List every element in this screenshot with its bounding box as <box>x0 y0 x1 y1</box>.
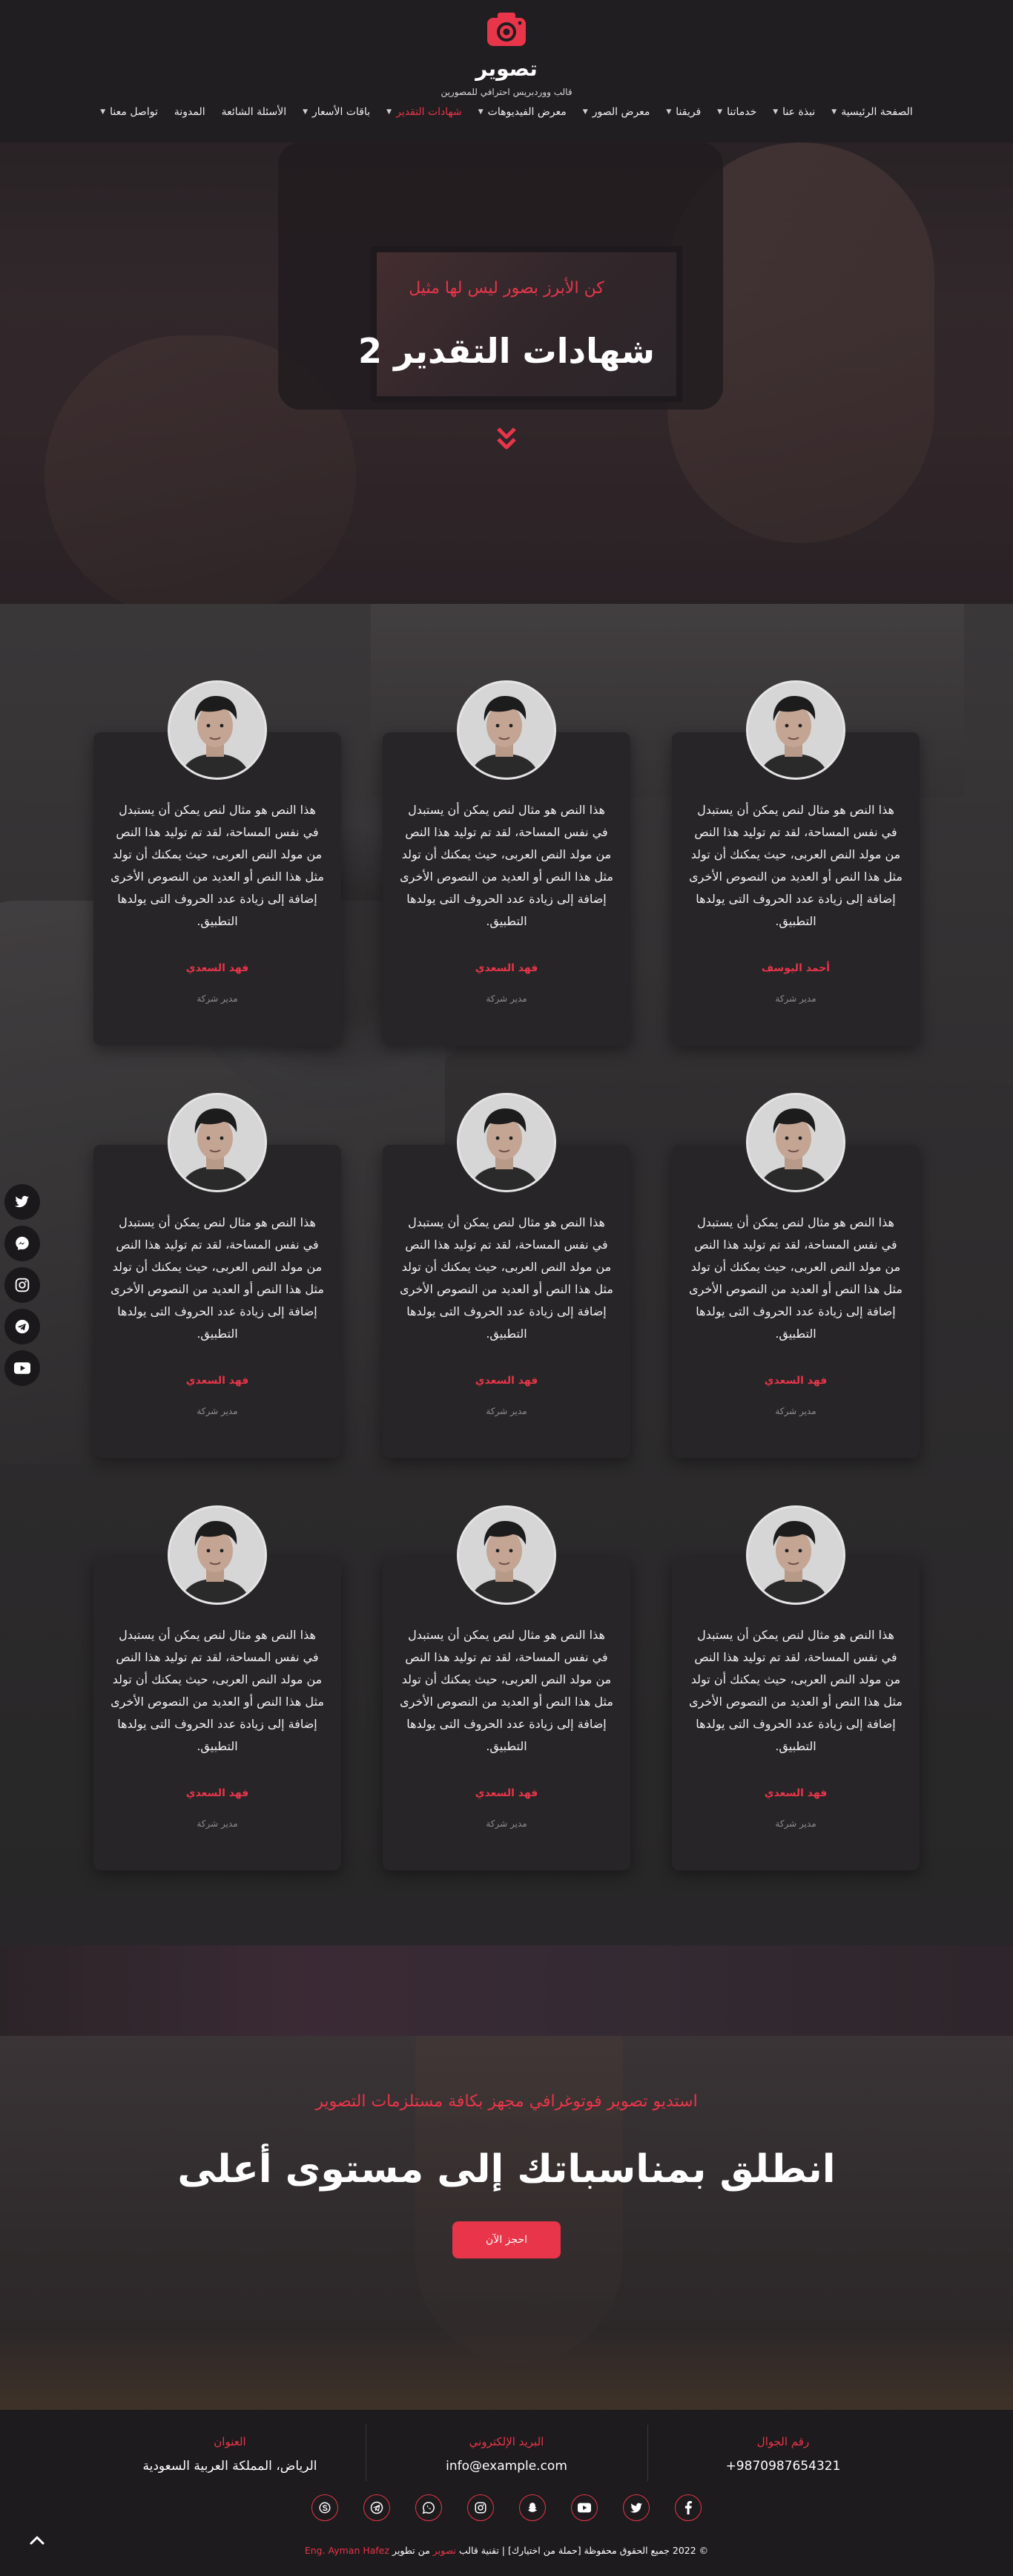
nav-item-label: المدونة <box>174 106 205 118</box>
site-title[interactable]: تصوير <box>475 56 538 81</box>
hero-overlay <box>0 142 1013 604</box>
contact-phone <box>642 2435 924 2474</box>
copyright <box>0 2545 1013 2556</box>
chevron-down-icon: ▼ <box>303 108 308 116</box>
contact-email <box>366 2435 647 2474</box>
copyright-brand-link[interactable]: تصوير <box>432 2545 456 2556</box>
facebook-icon[interactable] <box>675 2494 702 2521</box>
chevron-down-icon: ▼ <box>478 108 484 116</box>
main-nav <box>0 106 1013 118</box>
copyright-author-link[interactable]: Eng. Ayman Hafez <box>304 2545 390 2556</box>
testimonial-role: مدير شركة <box>197 1406 238 1416</box>
cta-section <box>0 2036 1013 2410</box>
nav-item[interactable] <box>583 106 650 118</box>
page-title: شهادات التقدير 2 <box>358 331 655 371</box>
hero-section <box>0 142 1013 604</box>
cta-subtitle: استديو تصوير فوتوغرافي مجهز بكافة مستلزمات التصوير <box>315 2092 698 2111</box>
testimonial-role: مدير شركة <box>486 993 527 1004</box>
testimonial-name: فهد السعدي <box>764 1787 828 1799</box>
contact-address <box>89 2435 371 2474</box>
avatar <box>746 1505 845 1605</box>
avatar <box>746 1093 845 1192</box>
testimonial-name: فهد السعدي <box>185 1375 249 1387</box>
chevron-down-icon: ▼ <box>773 108 779 116</box>
avatar <box>457 680 556 780</box>
instagram-icon[interactable] <box>4 1267 40 1303</box>
testimonial-role: مدير شركة <box>197 1818 238 1829</box>
chevron-down-icon: ▼ <box>100 108 106 116</box>
avatar <box>746 680 845 780</box>
testimonial-role: مدير شركة <box>486 1818 527 1829</box>
nav-item[interactable] <box>666 106 701 118</box>
chevron-down-icon: ▼ <box>666 108 672 116</box>
nav-item-label: معرض الفيديوهات <box>487 106 567 118</box>
testimonial-name: فهد السعدي <box>475 1375 538 1387</box>
site-footer <box>0 2410 1013 2576</box>
nav-item-label: نبذة عنا <box>782 106 816 118</box>
testimonial-name: فهد السعدي <box>764 1375 828 1387</box>
testimonial-name: فهد السعدي <box>185 962 249 974</box>
testimonial-text: هذا النص هو مثال لنص يمكن أن يستبدل في نفس المساحة، لقد تم توليد هذا النص من مولد النص العربى، حيث يمكنك أن تولد مثل هذا النص أو العديد من النصوص الأخرى إضافة إلى زيادة عدد الحروف التى يولدها التطبيق. <box>689 1215 903 1341</box>
testimonial-text: هذا النص هو مثال لنص يمكن أن يستبدل في نفس المساحة، لقد تم توليد هذا النص من مولد النص العربى، حيث يمكنك أن تولد مثل هذا النص أو العديد من النصوص الأخرى إضافة إلى زيادة عدد الحروف التى يولدها التطبيق. <box>689 803 903 928</box>
testimonial-role: مدير شركة <box>197 993 238 1004</box>
site-tagline: قالب ووردبريس احترافي للمصورين <box>440 87 573 97</box>
chevron-down-icon: ▼ <box>582 108 588 116</box>
nav-item[interactable] <box>386 106 462 118</box>
testimonials-section <box>0 604 1013 1945</box>
chevron-down-icon: ▼ <box>386 108 392 116</box>
double-chevron-down-icon[interactable] <box>495 426 518 453</box>
address-label: العنوان <box>214 2435 246 2448</box>
testimonial-name: فهد السعدي <box>185 1787 249 1799</box>
nav-item[interactable] <box>100 106 158 118</box>
avatar <box>457 1505 556 1605</box>
book-now-button[interactable]: احجز الآن <box>452 2221 561 2258</box>
nav-item[interactable] <box>303 106 370 118</box>
nav-item-label: الأسئلة الشائعة <box>221 106 287 118</box>
phone-value[interactable]: +9870987654321 <box>725 2459 841 2474</box>
hero-subtitle: كن الأبرز بصور ليس لها مثيل <box>409 279 604 298</box>
social-sidebar <box>0 1184 40 1392</box>
camera-icon <box>486 10 527 47</box>
avatar <box>457 1093 556 1192</box>
telegram-icon[interactable] <box>363 2494 390 2521</box>
copyright-from: من تطوير <box>392 2545 430 2556</box>
youtube-icon[interactable] <box>4 1350 40 1386</box>
cta-title: انطلق بمناسباتك إلى مستوى أعلى <box>177 2147 836 2192</box>
nav-item-label: باقات الأسعار <box>312 106 371 118</box>
nav-item-label: الصفحة الرئيسية <box>841 106 913 118</box>
twitter-icon[interactable] <box>623 2494 650 2521</box>
testimonial-name: فهد السعدي <box>475 1787 538 1799</box>
instagram-icon[interactable] <box>467 2494 494 2521</box>
nav-item[interactable] <box>773 106 815 118</box>
avatar <box>168 680 267 780</box>
copyright-text: © 2022 جميع الحقوق محفوظة [حملة من اختيارك] | تقنية قالب <box>458 2545 709 2556</box>
footer-social <box>0 2494 1013 2521</box>
avatar <box>168 1505 267 1605</box>
cta-background-image <box>415 2036 623 2362</box>
testimonial-role: مدير شركة <box>486 1406 527 1416</box>
testimonial-text: هذا النص هو مثال لنص يمكن أن يستبدل في نفس المساحة، لقد تم توليد هذا النص من مولد النص العربى، حيث يمكنك أن تولد مثل هذا النص أو العديد من النصوص الأخرى إضافة إلى زيادة عدد الحروف التى يولدها التطبيق. <box>110 803 324 928</box>
avatar <box>168 1093 267 1192</box>
testimonial-text: هذا النص هو مثال لنص يمكن أن يستبدل في نفس المساحة، لقد تم توليد هذا النص من مولد النص العربى، حيث يمكنك أن تولد مثل هذا النص أو العديد من النصوص الأخرى إضافة إلى زيادة عدد الحروف التى يولدها التطبيق. <box>400 803 613 928</box>
testimonial-role: مدير شركة <box>775 993 816 1004</box>
testimonial-text: هذا النص هو مثال لنص يمكن أن يستبدل في نفس المساحة، لقد تم توليد هذا النص من مولد النص العربى، حيث يمكنك أن تولد مثل هذا النص أو العديد من النصوص الأخرى إضافة إلى زيادة عدد الحروف التى يولدها التطبيق. <box>400 1215 613 1341</box>
testimonial-role: مدير شركة <box>775 1818 816 1829</box>
chevron-up-icon[interactable] <box>25 2529 49 2552</box>
logo[interactable] <box>0 10 1013 97</box>
site-header <box>0 0 1013 142</box>
email-value[interactable]: info@example.com <box>446 2459 567 2474</box>
nav-item[interactable] <box>222 106 287 118</box>
testimonial-name: أحمد اليوسف <box>761 962 831 974</box>
twitter-icon[interactable] <box>4 1184 40 1220</box>
testimonial-name: فهد السعدي <box>475 962 538 974</box>
chevron-down-icon: ▼ <box>717 108 723 116</box>
nav-item-label: تواصل معنا <box>110 106 158 118</box>
footer-divider <box>647 2425 648 2481</box>
decorative-strip <box>0 1945 1013 2036</box>
address-value: الرياض، المملكة العربية السعودية <box>142 2459 317 2474</box>
skype-icon[interactable] <box>311 2494 338 2521</box>
testimonial-role: مدير شركة <box>775 1406 816 1416</box>
nav-item[interactable] <box>174 106 205 118</box>
messenger-icon[interactable] <box>4 1226 40 1261</box>
cta-background-ground <box>0 2328 1013 2410</box>
testimonial-text: هذا النص هو مثال لنص يمكن أن يستبدل في نفس المساحة، لقد تم توليد هذا النص من مولد النص العربى، حيث يمكنك أن تولد مثل هذا النص أو العديد من النصوص الأخرى إضافة إلى زيادة عدد الحروف التى يولدها التطبيق. <box>689 1628 903 1753</box>
phone-label: رقم الجوال <box>756 2435 810 2448</box>
nav-item-label: خدماتنا <box>727 106 757 118</box>
nav-item-label: فريقنا <box>676 106 702 118</box>
whatsapp-icon[interactable] <box>415 2494 442 2521</box>
nav-item[interactable] <box>717 106 756 118</box>
testimonial-text: هذا النص هو مثال لنص يمكن أن يستبدل في نفس المساحة، لقد تم توليد هذا النص من مولد النص العربى، حيث يمكنك أن تولد مثل هذا النص أو العديد من النصوص الأخرى إضافة إلى زيادة عدد الحروف التى يولدها التطبيق. <box>400 1628 613 1753</box>
email-label: البريد الإلكتروني <box>469 2435 544 2448</box>
testimonial-text: هذا النص هو مثال لنص يمكن أن يستبدل في نفس المساحة، لقد تم توليد هذا النص من مولد النص العربى، حيث يمكنك أن تولد مثل هذا النص أو العديد من النصوص الأخرى إضافة إلى زيادة عدد الحروف التى يولدها التطبيق. <box>110 1628 324 1753</box>
nav-item-label: شهادات التقدير <box>396 106 462 118</box>
snapchat-icon[interactable] <box>519 2494 546 2521</box>
chevron-down-icon: ▼ <box>831 108 837 116</box>
telegram-icon[interactable] <box>4 1309 40 1344</box>
nav-item[interactable] <box>831 106 913 118</box>
nav-item[interactable] <box>478 106 567 118</box>
youtube-icon[interactable] <box>571 2494 598 2521</box>
nav-item-label: معرض الصور <box>592 106 650 118</box>
testimonial-text: هذا النص هو مثال لنص يمكن أن يستبدل في نفس المساحة، لقد تم توليد هذا النص من مولد النص العربى، حيث يمكنك أن تولد مثل هذا النص أو العديد من النصوص الأخرى إضافة إلى زيادة عدد الحروف التى يولدها التطبيق. <box>110 1215 324 1341</box>
